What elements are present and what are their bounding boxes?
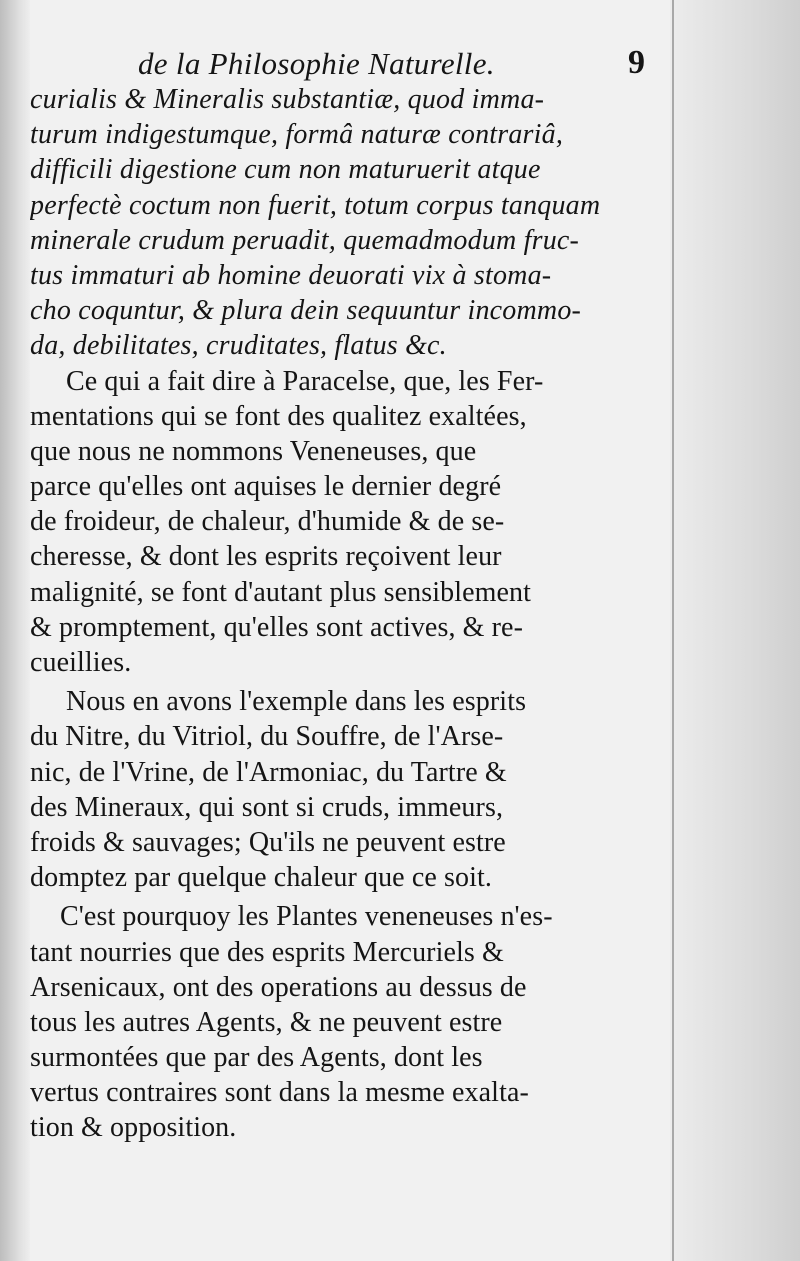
- text-line: domptez par quelque chaleur que ce soit.: [30, 862, 492, 894]
- text-line: des Mineraux, qui sont si cruds, immeurs,: [30, 791, 504, 823]
- text-line: malignité, se font d'autant plus sensiblement: [30, 576, 532, 608]
- body-text: [30, 82, 670, 1146]
- left-page-edge: [0, 0, 30, 1261]
- text-line: Arsenicaux, ont des operations au dessus de: [30, 971, 527, 1003]
- text-line: mentations qui se font des qualitez exaltées,: [30, 400, 527, 432]
- text-line: Ce qui a fait dire à Paracelse, que, les Fer-: [66, 365, 544, 397]
- italic-passage: [30, 82, 670, 364]
- text-line: cheresse, & dont les esprits reçoivent leur: [30, 541, 502, 573]
- text-line: Nous en avons l'exemple dans les esprits: [66, 686, 527, 718]
- text-line: minerale crudum peruadit, quemadmodum fruc-: [30, 224, 580, 256]
- right-page-edge: [670, 0, 800, 1261]
- text-line: tant nourries que des esprits Mercuriels &: [30, 936, 504, 968]
- text-line: surmontées que par des Agents, dont les: [30, 1042, 483, 1074]
- paragraph-2: [30, 684, 670, 895]
- running-title: de la Philosophie Naturelle.: [138, 46, 495, 81]
- text-line: turum indigestumque, formâ naturæ contrariâ,: [30, 119, 564, 151]
- text-line: que nous ne nommons Veneneuses, que: [30, 435, 477, 467]
- text-line: perfectè coctum non fuerit, totum corpus tanquam: [30, 189, 601, 221]
- text-line: & promptement, qu'elles sont actives, & re-: [30, 611, 524, 643]
- text-line: C'est pourquoy les Plantes veneneuses n'es-: [60, 901, 553, 933]
- text-line: cho coquntur, & plura dein sequuntur incommo-: [30, 295, 582, 327]
- text-line: nic, de l'Vrine, de l'Armoniac, du Tartre &: [30, 756, 507, 788]
- page-fold-line: [672, 0, 674, 1261]
- running-head: [0, 46, 800, 86]
- text-line: froids & sauvages; Qu'ils ne peuvent estre: [30, 826, 506, 858]
- text-line: tion & opposition.: [30, 1112, 237, 1144]
- text-line: vertus contraires sont dans la mesme exalta-: [30, 1077, 529, 1109]
- text-line: du Nitre, du Vitriol, du Souffre, de l'Arse-: [30, 721, 504, 753]
- text-line: de froideur, de chaleur, d'humide & de se-: [30, 506, 505, 538]
- text-line: parce qu'elles ont aquises le dernier degré: [30, 471, 502, 503]
- text-line: difficili digestione cum non maturuerit atque: [30, 154, 541, 186]
- text-line: cueillies.: [30, 647, 132, 678]
- text-line: da, debilitates, cruditates, flatus &c.: [30, 330, 447, 362]
- paragraph-3: [30, 899, 670, 1145]
- page-number: 9: [628, 44, 645, 81]
- text-line: curialis & Mineralis substantiæ, quod imma-: [30, 84, 545, 115]
- text-line: tus immaturi ab homine deuorati vix à stoma-: [30, 259, 552, 291]
- text-line: tous les autres Agents, & ne peuvent estre: [30, 1006, 503, 1038]
- paragraph-1: [30, 364, 670, 681]
